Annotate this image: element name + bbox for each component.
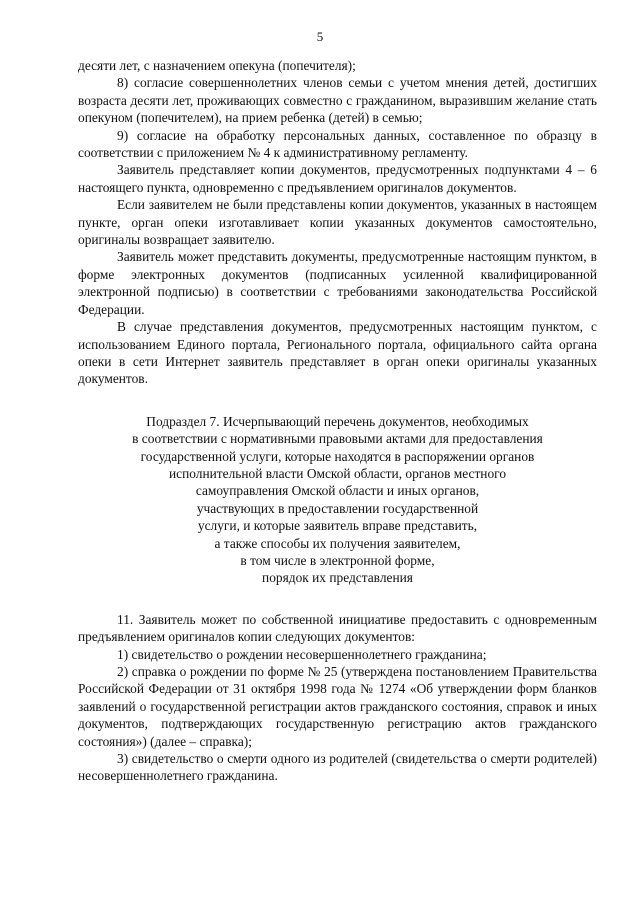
- subsection-heading: [78, 413, 597, 587]
- paragraph: В случае представления документов, предусмотренных настоящим пунктом, с использованием Единого портала, Регионального портала, официального сайта органа опеки в сети Интернет заявитель представляет в орган опеки оригиналы указанных документов.: [78, 319, 597, 387]
- subsection-heading-line: исполнительной власти Омской области, органов местного: [168, 465, 507, 481]
- paragraph: 8) согласие совершеннолетних членов семьи с учетом мнения детей, достигших возраста десяти лет, проживающих совместно с гражданином, выразившим желание стать опекуном (попечителем), на прием ребенка (детей) в семью;: [78, 75, 597, 126]
- paragraph: 3) свидетельство о смерти одного из родителей (свидетельства о смерти родителей) несовершеннолетнего гражданина.: [78, 751, 597, 784]
- subsection-heading-line: самоуправления Омской области и иных органов,: [195, 483, 480, 499]
- subsection-heading-line: участвующих в предоставлении государственной: [196, 500, 479, 516]
- document-body: [78, 57, 597, 785]
- paragraph: десяти лет, с назначением опекуна (попечителя);: [78, 58, 356, 73]
- paragraph: 9) согласие на обработку персональных данных, составленное по образцу в соответствии с приложением № 4 к административному регламенту.: [78, 127, 597, 161]
- page-number: 5: [316, 29, 324, 44]
- paragraph-group-bottom: [78, 611, 597, 785]
- subsection-heading-line: в том числе в электронной форме,: [240, 552, 435, 568]
- subsection-heading-line: а также способы их получения заявителем,: [214, 535, 461, 551]
- paragraph-group-top: [78, 57, 597, 388]
- subsection-heading-line: порядок их представления: [262, 570, 413, 586]
- paragraph: Если заявителем не были представлены копии документов, указанных в настоящем пункте, орган опеки изготавливает копии указанных документов самостоятельно, оригиналы возвращает заявителю.: [78, 197, 597, 248]
- paragraph: 2) справка о рождении по форме № 25 (утверждена постановлением Правительства Российской Федерации от 31 октября 1998 года № 1274 «Об утверждении форм бланков заявлений о государственной регистрации актов гражданского состояния, справок и иных документов, подтверждающих государственную регистрацию актов гражданского состояния») (далее – справка);: [78, 664, 597, 749]
- paragraph: 11. Заявитель может по собственной инициативе предоставить с одновременным предъявлением оригиналов копии следующих документов:: [78, 611, 597, 645]
- subsection-heading-line: в соответствии с нормативными правовыми актами для предоставления: [132, 431, 543, 447]
- paragraph: 1) свидетельство о рождении несовершеннолетнего гражданина;: [117, 646, 487, 662]
- paragraph: Заявитель представляет копии документов, предусмотренных подпунктами 4 – 6 настоящего пункта, одновременно с предъявлением оригиналов документов.: [78, 162, 597, 195]
- paragraph: Заявитель может представить документы, предусмотренные настоящим пунктом, в форме электронных документов (подписанных усиленной квалифицированной электронной подписью) в соответствии с требованиями законодательства Российской Федерации.: [78, 249, 597, 317]
- subsection-heading-line: услуги, и которые заявитель вправе представить,: [197, 518, 478, 534]
- subsection-heading-line: государственной услуги, которые находятся в распоряжении органов: [140, 448, 535, 464]
- subsection-heading-line: Подраздел 7. Исчерпывающий перечень документов, необходимых: [146, 413, 529, 429]
